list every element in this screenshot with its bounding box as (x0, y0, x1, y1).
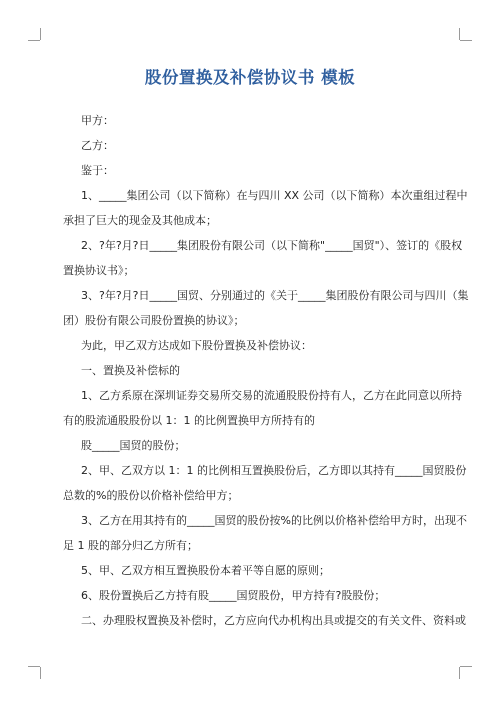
paragraph-line: 置换协议书》； (63, 264, 135, 277)
crop-mark-bottom-left-v (40, 667, 41, 679)
paragraph-line: 2、?年?月?日_____集团股份有限公司（以下简称"_____国贸"）、签订的《股权 (81, 239, 463, 252)
paragraph-line: 总数的%的股份以价格补偿给甲方； (63, 489, 239, 502)
crop-mark-top-right-v (459, 28, 460, 40)
paragraph-line: 3、乙方在用其持有的_____国贸的股份按%的比例以价格补偿给甲方时，出现不 (81, 514, 467, 527)
paragraph-line: 3、?年?月?日_____国贸、分别通过的《关于_____集团股份有限公司与四川（集 (81, 289, 469, 302)
paragraph-line: 1、乙方系原在深圳证券交易所交易的流通股股份持有人，乙方在此同意以所持 (81, 389, 462, 402)
paragraph-line: 1、_____集团公司（以下简称）在与四川 XX 公司（以下简称）本次重组过程中 (81, 189, 468, 202)
paragraph-line: 2、甲、乙双方以 1：1 的比例相互置换股份后，乙方即以其持有_____国贸股份 (81, 464, 467, 477)
document-title: 股份置换及补偿协议书 模板 (144, 68, 356, 87)
paragraph-line: 为此，甲乙双方达成如下股份置换及补偿协议： (81, 339, 312, 352)
paragraph-line: 团）股份有限公司股份置换的协议》； (63, 314, 245, 327)
crop-mark-bottom-right-h (460, 666, 472, 667)
paragraph-line: 5、甲、乙双方相互置换股份本着平等自愿的原则； (81, 564, 330, 577)
paragraph-line: 有的股流通股股份以 1：1 的比例置换甲方所持有的 (63, 414, 315, 427)
paragraph-line: 6、股份置换后乙方持有股_____国贸股份，甲方持有?股股份； (81, 589, 386, 602)
crop-mark-top-left-v (40, 28, 41, 40)
crop-mark-top-left-h (28, 40, 40, 41)
party-a-line: 甲方： (81, 114, 114, 127)
party-b-line: 乙方： (81, 139, 114, 152)
paragraph-line: 承担了巨大的现金及其他成本； (63, 214, 217, 227)
section-heading: 一、置换及补偿标的 (81, 364, 180, 377)
crop-mark-bottom-left-h (28, 666, 40, 667)
paragraph-line: 股_____国贸的股份； (81, 439, 186, 452)
whereas-line: 鉴于： (81, 164, 114, 177)
section-heading: 二、办理股权置换及补偿时，乙方应向代办机构出具或提交的有关文件、资料或 (81, 614, 466, 627)
paragraph-line: 足 1 股的部分归乙方所有； (63, 539, 198, 552)
crop-mark-top-right-h (460, 40, 472, 41)
crop-mark-bottom-right-v (459, 667, 460, 679)
